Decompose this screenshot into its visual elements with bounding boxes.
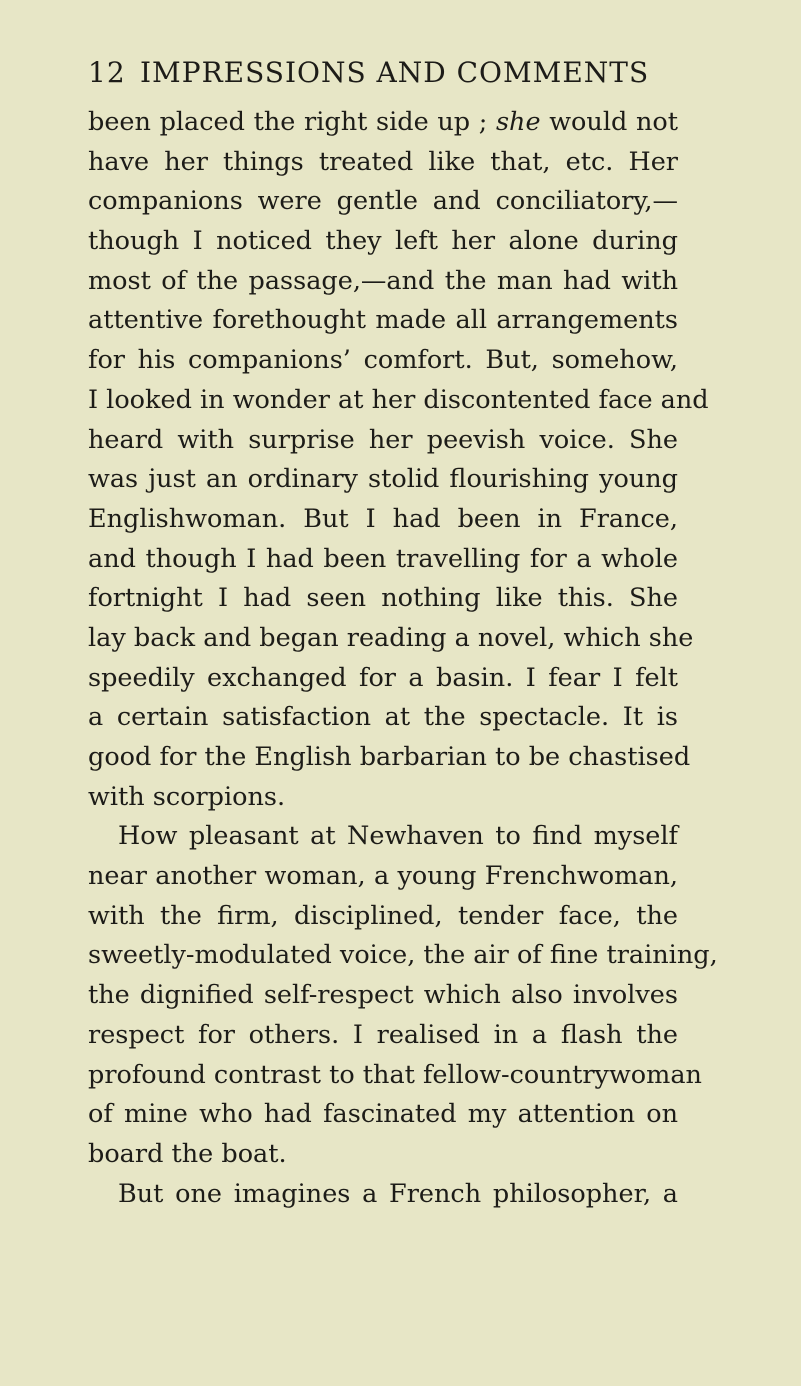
text-line-14: lay back and began reading a novel, which she: [88, 622, 694, 653]
text-line-27: board the boat.: [88, 1138, 287, 1169]
text-line-24: respect for others. I realised in a flash the: [88, 1019, 678, 1050]
emphasized-word: she: [495, 107, 541, 137]
text-line-7: for his companions’ comfort. But, somehow,: [88, 345, 678, 376]
text-line-25: profound contrast to that fellow-countrywoman: [88, 1059, 702, 1090]
text-line-13: fortnight I had seen nothing like this. She: [88, 583, 678, 614]
running-title: IMPRESSIONS AND COMMENTS: [140, 56, 650, 89]
text-line-20: near another woman, a young Frenchwoman,: [88, 861, 678, 892]
text-line-17: good for the English barbarian to be chastised: [88, 742, 691, 772]
text-line-1-end: would not: [540, 107, 678, 137]
text-line-26: of mine who had fascinated my attention on: [88, 1099, 678, 1130]
text-line-28: But one imagines a French philosopher, a: [118, 1178, 678, 1209]
text-line-1: [88, 103, 678, 143]
text-line-1-start: been placed the right side up ;: [88, 107, 496, 137]
text-line-9: heard with surprise her peevish voice. She: [88, 424, 678, 455]
text-line-21: with the firm, disciplined, tender face, the: [88, 900, 678, 931]
text-line-4: though I noticed they left her alone during: [88, 226, 678, 257]
text-line-6: attentive forethought made all arrangements: [88, 305, 678, 336]
text-line-19: How pleasant at Newhaven to find myself: [118, 821, 678, 852]
text-line-16: a certain satisfaction at the spectacle. It is: [88, 702, 678, 733]
text-line-3: companions were gentle and conciliatory,—: [88, 186, 678, 217]
body-text: [88, 103, 718, 1214]
text-line-18: with scorpions.: [88, 781, 286, 812]
text-line-23: the dignified self-respect which also involves: [88, 980, 678, 1011]
text-line-5: most of the passage,—and the man had with: [88, 265, 678, 296]
text-line-11: Englishwoman. But I had been in France,: [88, 503, 678, 534]
text-line-12: and though I had been travelling for a whole: [88, 543, 678, 574]
text-line-15: speedily exchanged for a basin. I fear I felt: [88, 662, 678, 693]
text-line-10: was just an ordinary stolid flourishing young: [88, 464, 678, 495]
running-head: [88, 56, 678, 96]
text-line-8: I looked in wonder at her discontented face and: [88, 384, 709, 415]
page-number: 12: [88, 56, 126, 89]
text-line-2: have her things treated like that, etc. Her: [88, 146, 678, 177]
text-line-22: sweetly-modulated voice, the air of fine training,: [88, 940, 718, 971]
